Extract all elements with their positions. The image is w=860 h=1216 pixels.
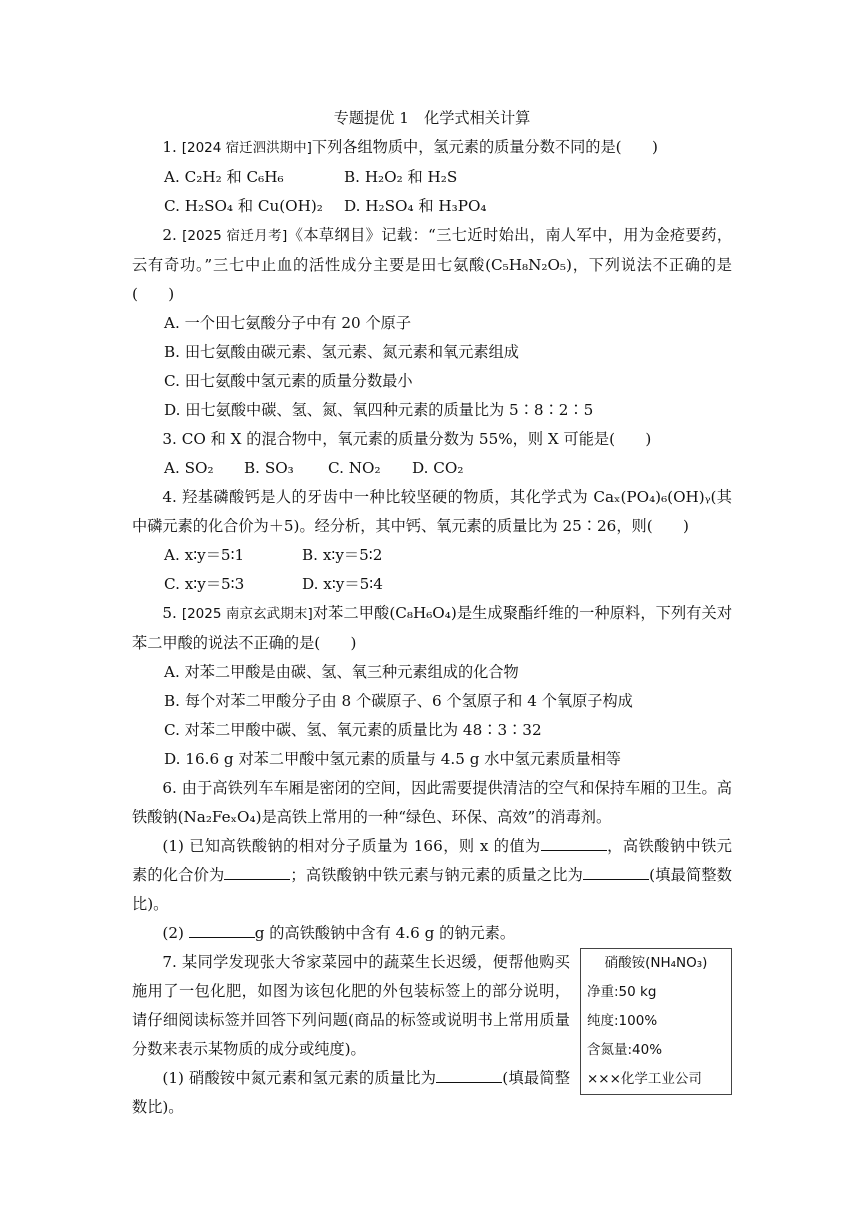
question-7-part-1 [132, 1064, 570, 1122]
question-stem: 对苯二甲酸(C₈H₆O₄)是生成聚酯纤维的一种原料，下列有关对苯二甲酸的说法不正确的是( ) [132, 604, 733, 652]
options-row [132, 541, 732, 570]
option-c: C. x∶y＝5∶3 [164, 575, 245, 593]
options-row [132, 163, 732, 192]
option-d: D. x∶y＝5∶4 [302, 575, 383, 593]
option-a: A. SO₂ [164, 459, 214, 477]
options-row [132, 454, 732, 483]
question-3: 3. CO 和 X 的混合物中，氧元素的质量分数为 55%，则 X 可能是( ) [162, 430, 652, 448]
question-stem: 7. 某同学发现张大爷家菜园中的蔬菜生长迟缓，便帮他购买施用了一包化肥，如图为该包化肥的外包装标签上的部分说明，请仔细阅读标签并回答下列问题(商品的标签或说明书上常用质量分数来表示某物质的成分或纯度)。 [132, 953, 570, 1058]
question-7-text [132, 948, 570, 1122]
option-a: A. 一个田七氨酸分子中有 20 个原子 [164, 314, 412, 332]
option-d: D. CO₂ [412, 459, 464, 477]
question-4: 4. 羟基磷酸钙是人的牙齿中一种比较坚硬的物质，其化学式为 Caₓ(PO₄)₆(OH)ᵧ(其中磷元素的化合价为＋5)。经分析，其中钙、氧元素的质量比为 25∶26，则( ) [132, 488, 732, 535]
option-b: B. x∶y＝5∶2 [302, 546, 383, 564]
text: (1) 硝酸铵中氮元素和氢元素的质量比为 [162, 1069, 437, 1087]
text: g 的高铁酸钠中含有 4.6 g 的钠元素。 [254, 924, 516, 942]
text: (1) 已知高铁酸钠的相对分子质量为 166，则 x 的值为 [162, 837, 541, 855]
worksheet [132, 104, 732, 1122]
question-source: [2025 南京玄武期末] [181, 606, 313, 622]
question-5 [132, 599, 732, 658]
question-stem: 《本草纲目》记载：“三七近时始出，南人军中，用为金疮要药，云有奇功。”三七中止血的活性成分主要是田七氨酸(C₅H₈N₂O₅)，下列说法不正确的是( ) [132, 226, 733, 303]
question-6-part-2 [132, 919, 732, 948]
question-1 [132, 133, 732, 163]
question-number: 1. [162, 138, 177, 156]
options-row [132, 192, 732, 221]
answer-blank[interactable] [436, 1068, 502, 1083]
option-c: C. NO₂ [328, 459, 381, 477]
question-stem: 下列各组物质中，氢元素的质量分数不同的是( ) [311, 138, 658, 156]
answer-blank[interactable] [583, 865, 649, 880]
text: ；高铁酸钠中铁元素与钠元素的质量之比为 [290, 866, 584, 884]
question-number: 2. [162, 226, 177, 244]
answer-blank[interactable] [541, 836, 607, 851]
label-company: ×××化学工业公司 [587, 1071, 702, 1087]
label-weight: 净重:50 kg [587, 984, 657, 1000]
option-b: B. SO₃ [244, 459, 294, 477]
option-a: A. C₂H₂ 和 C₆H₆ [164, 168, 284, 186]
question-source: [2024 宿迁泗洪期中] [181, 140, 312, 156]
option-d: D. 16.6 g 对苯二甲酸中氢元素的质量与 4.5 g 水中氢元素质量相等 [164, 750, 621, 768]
option-b: B. 每个对苯二甲酸分子由 8 个碳原子、6 个氢原子和 4 个氧原子构成 [164, 692, 633, 710]
option-a: A. 对苯二甲酸是由碳、氢、氧三种元素组成的化合物 [164, 663, 519, 681]
option-c: C. 对苯二甲酸中碳、氢、氧元素的质量比为 48∶3∶32 [164, 721, 542, 739]
question-2 [132, 221, 732, 309]
option-a: A. x∶y＝5∶1 [164, 546, 245, 564]
option-b: B. H₂O₂ 和 H₂S [344, 168, 458, 186]
text: (填最简整数比)。 [132, 866, 732, 913]
answer-blank[interactable] [189, 923, 255, 938]
options-row [132, 570, 732, 599]
answer-blank[interactable] [224, 865, 290, 880]
page-title: 专题提优 1 化学式相关计算 [333, 109, 531, 127]
option-d: D. H₂SO₄ 和 H₃PO₄ [344, 197, 487, 215]
label-purity: 纯度:100% [587, 1013, 658, 1029]
question-source: [2025 宿迁月考] [182, 228, 288, 244]
option-c: C. 田七氨酸中氢元素的质量分数最小 [164, 372, 413, 390]
text: ，高铁酸钠中铁元素的化合价为 [132, 837, 732, 884]
option-b: B. 田七氨酸由碳元素、氢元素、氮元素和氧元素组成 [164, 343, 519, 361]
label-title: 硝酸铵(NH₄NO₃) [604, 955, 708, 971]
question-6-part-1 [132, 832, 732, 919]
question-7 [132, 948, 732, 1122]
text: (填最简整数比)。 [132, 1069, 570, 1116]
option-d: D. 田七氨酸中碳、氢、氮、氧四种元素的质量比为 5∶8∶2∶5 [164, 401, 594, 419]
option-c: C. H₂SO₄ 和 Cu(OH)₂ [164, 197, 323, 215]
question-6: 6. 由于高铁列车车厢是密闭的空间，因此需要提供清洁的空气和保持车厢的卫生。高铁酸钠(Na₂FeₓO₄)是高铁上常用的一种“绿色、环保、高效”的消毒剂。 [132, 779, 732, 826]
label-nitrogen: 含氮量:40% [587, 1042, 663, 1058]
fertilizer-label [580, 948, 732, 1095]
question-number: 5. [162, 604, 177, 622]
text: (2) [162, 924, 189, 942]
